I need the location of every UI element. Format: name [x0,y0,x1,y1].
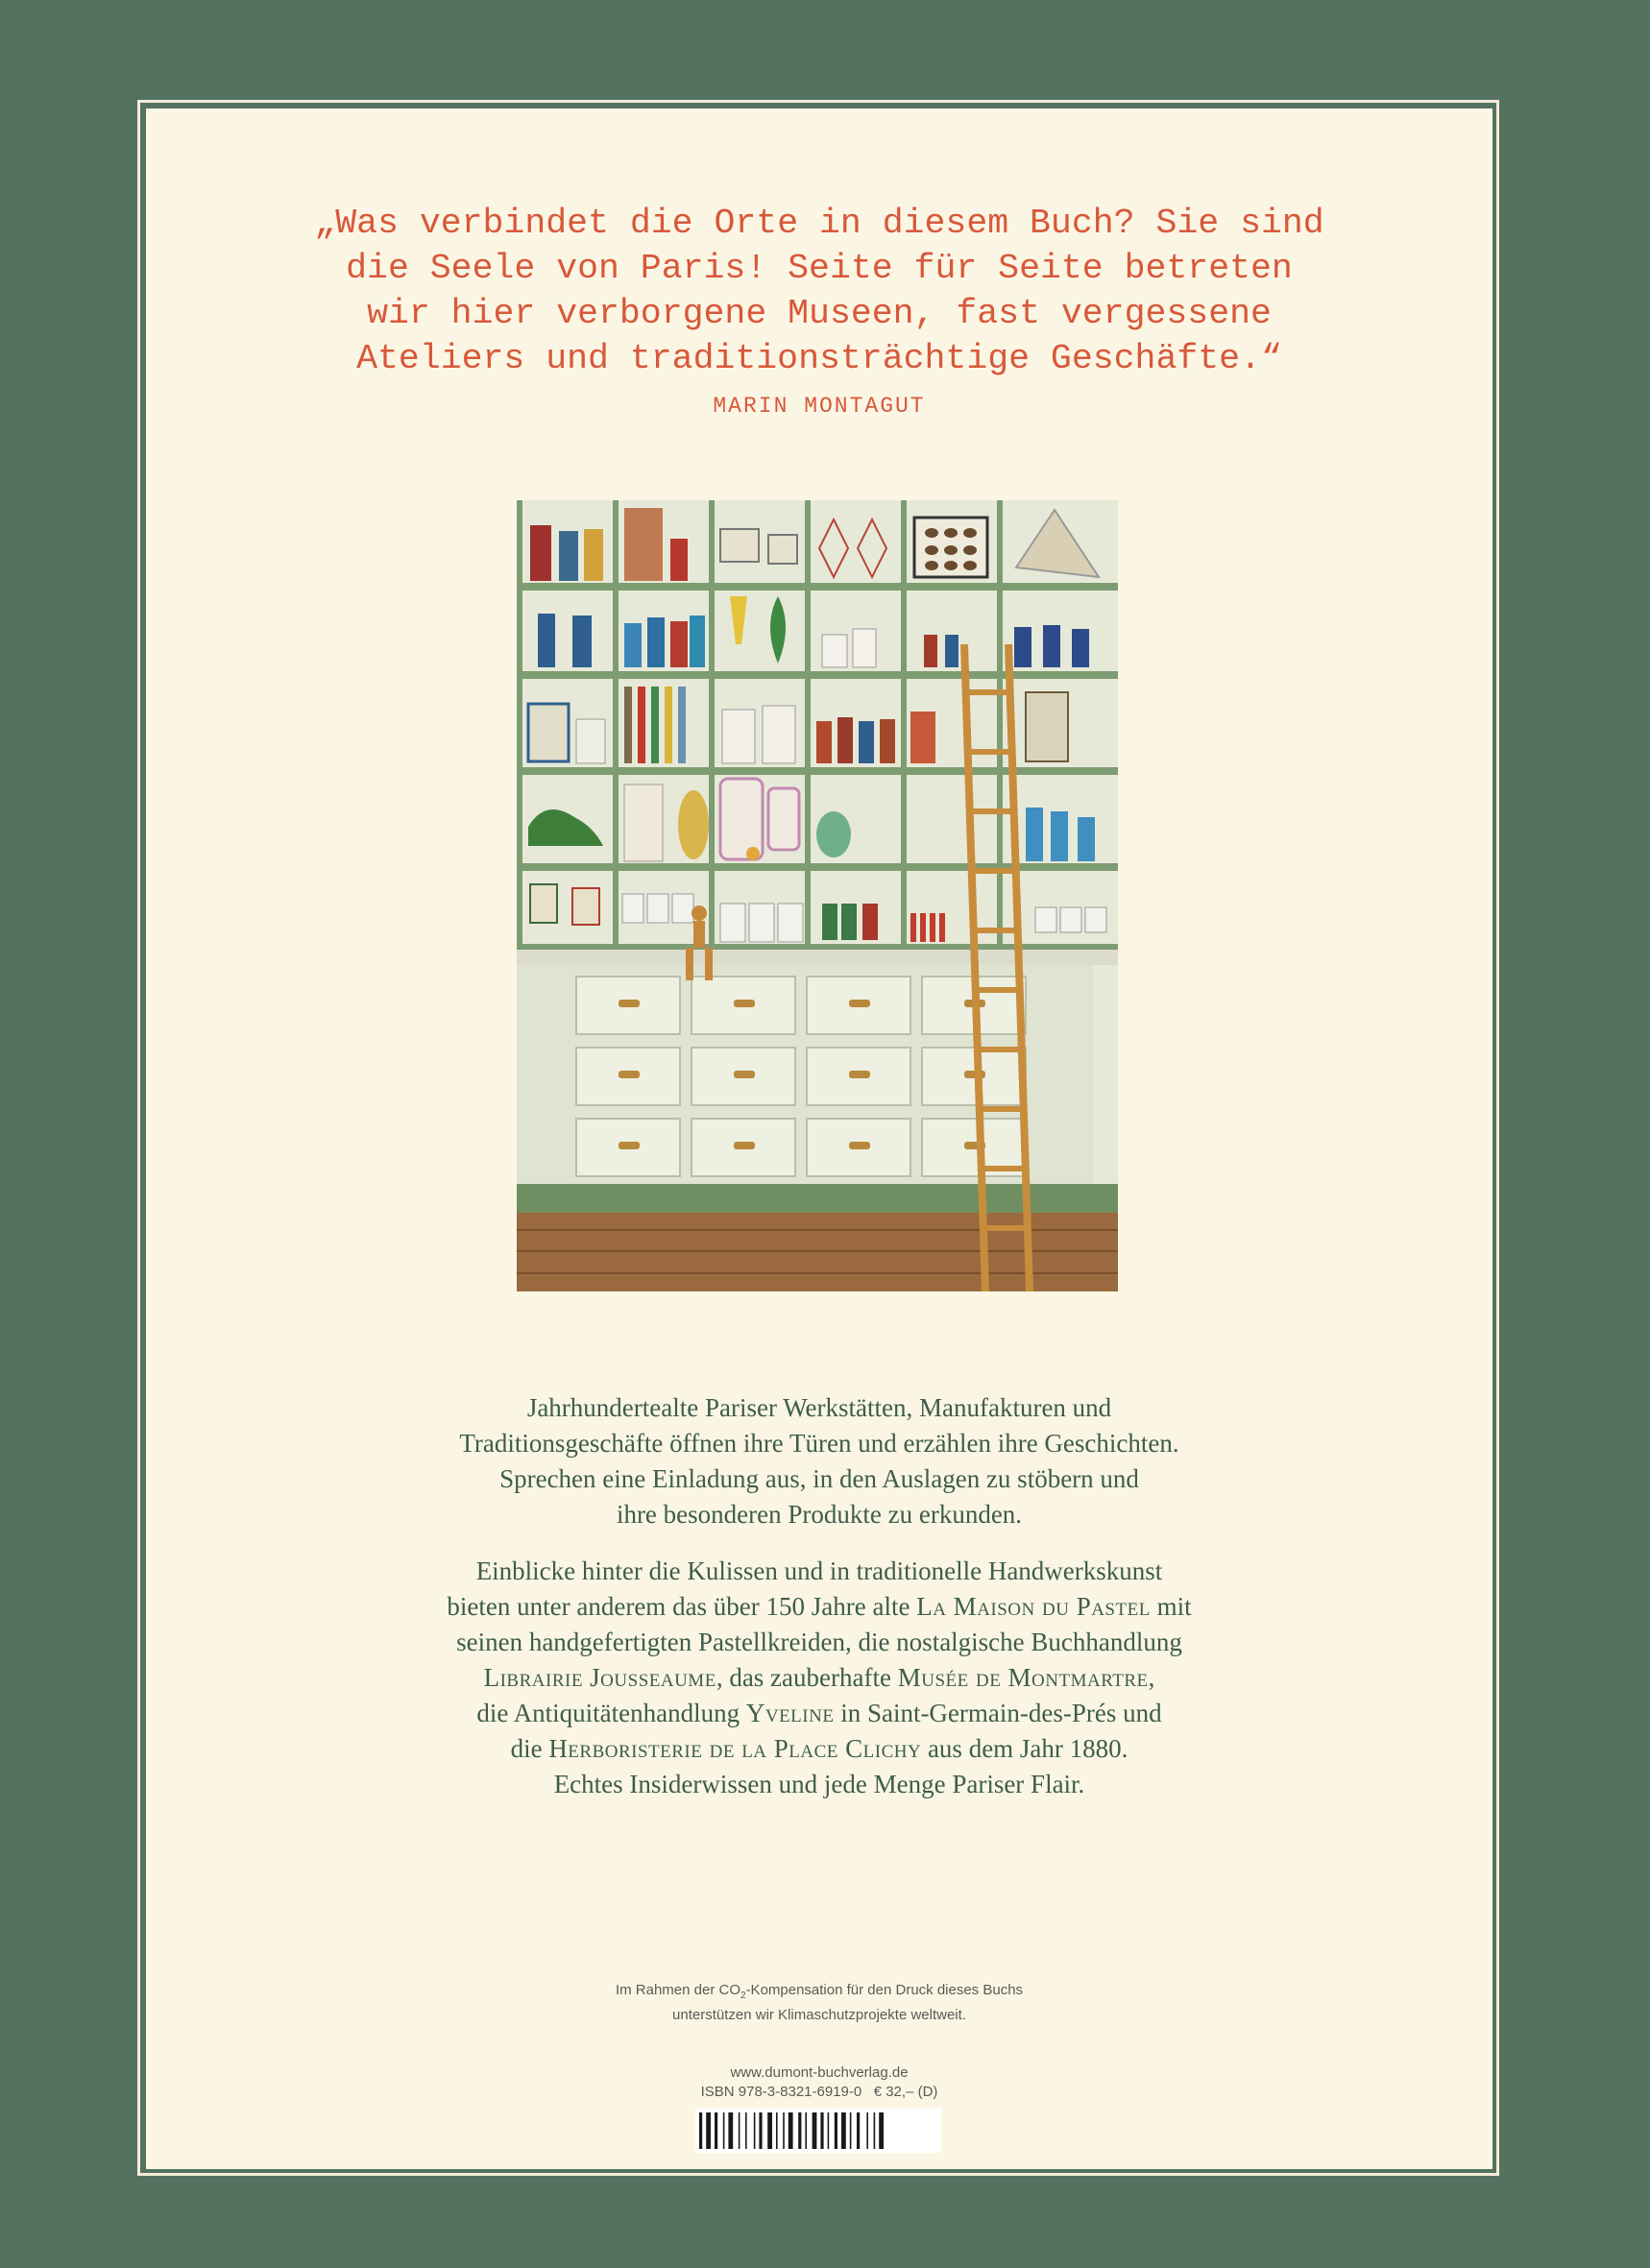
imprint [146,2063,1492,2102]
isbn-price: ISBN 978-3-8321-6919-0 € 32,– (D) [700,2084,938,2100]
quote-author: MARIN MONTAGUT [713,394,926,419]
barcode-bar [783,2112,785,2149]
desc-text: , [1148,1663,1155,1692]
barcode-bar [879,2112,884,2149]
barcode [695,2109,941,2153]
barcode-bar [828,2112,830,2149]
shop-name-maison-du-pastel: La Maison du Pastel [916,1592,1151,1621]
barcode-bar [745,2112,747,2149]
barcode-bar [715,2112,717,2149]
barcode-bar [723,2112,725,2149]
desc-text: mit [1150,1592,1192,1621]
barcode-bar [754,2112,756,2149]
footnote-line: unterstützen wir Klimaschutzprojekte weltweit. [672,2007,966,2023]
shop-name-yveline: Yveline [745,1699,835,1727]
desc-line: Echtes Insiderwissen und jede Menge Pariser Flair. [553,1770,1085,1798]
desc-text: die Antiquitätenhandlung [476,1699,746,1727]
barcode-bar [776,2112,778,2149]
barcode-bar [728,2112,733,2149]
desc-line [146,1660,1492,1696]
desc-text: bieten unter anderem das über 150 Jahre alte [447,1592,917,1621]
shop-name-musee-de-montmartre: Musée de Montmartre [897,1663,1149,1692]
description-text [146,1390,1492,1802]
shop-name-librairie-jousseaume: Librairie Jousseaume [483,1663,716,1692]
barcode-bar [820,2112,823,2149]
quote-line: die Seele von Paris! Seite für Seite betreten [346,249,1293,288]
footnote-text: -Kompensation für den Druck dieses Buchs [745,1982,1024,1998]
desc-line: Jahrhundertealte Pariser Werkstätten, Manufakturen und [526,1393,1112,1422]
barcode-bar [866,2112,868,2149]
shop-photo [517,500,1118,1291]
desc-line: Einblicke hinter die Kulissen und in traditionelle Handwerkskunst [475,1556,1163,1585]
desc-line: seinen handgefertigten Pastellkreiden, die nostalgische Buchhandlung [456,1628,1182,1656]
desc-line [146,1696,1492,1731]
quote-block [146,201,1492,381]
quote-line: Ateliers und traditionsträchtige Geschäfte.“ [356,339,1282,378]
barcode-bar [805,2112,807,2149]
barcode-bar [767,2112,772,2149]
desc-line [146,1731,1492,1767]
barcode-bar [798,2112,801,2149]
footnote-line [146,1981,1492,2006]
shop-shelves-illustration [517,500,1118,1291]
desc-line: ihre besonderen Produkte zu erkunden. [616,1500,1023,1529]
barcode-bar [857,2112,860,2149]
desc-text: aus dem Jahr 1880. [921,1734,1128,1763]
footnote-subscript: 2 [740,1991,746,2001]
desc-line: Traditionsgeschäfte öffnen ihre Türen und erzählen ihre Geschichten. [459,1429,1179,1458]
quote-line: wir hier verborgene Museen, fast vergessene [367,294,1272,333]
cover-panel [146,109,1492,2169]
barcode-bar [759,2112,762,2149]
desc-line [146,1589,1492,1625]
barcode-bar [706,2112,711,2149]
desc-text: die [510,1734,549,1763]
barcode-bar [850,2112,852,2149]
desc-line: Sprechen eine Einladung aus, in den Auslagen zu stöbern und [499,1464,1139,1493]
barcode-bar [789,2112,793,2149]
barcode-bar [841,2112,846,2149]
desc-text: , das zauberhafte [716,1663,898,1692]
barcode-bar [835,2112,837,2149]
publisher-website: www.dumont-buchverlag.de [730,2064,909,2081]
barcode-bar [699,2112,702,2149]
barcode-bar [874,2112,876,2149]
shop-name-herboristerie: Herboristerie de la Place Clichy [548,1734,922,1763]
barcode-bar [813,2112,817,2149]
barcode-bar [739,2112,740,2149]
co2-footnote [146,1981,1492,2025]
footnote-text: Im Rahmen der CO [615,1982,740,1998]
quote-line: „Was verbindet die Orte in diesem Buch? Sie sind [314,204,1324,243]
desc-text: in Saint-Germain-des-Prés und [834,1699,1162,1727]
